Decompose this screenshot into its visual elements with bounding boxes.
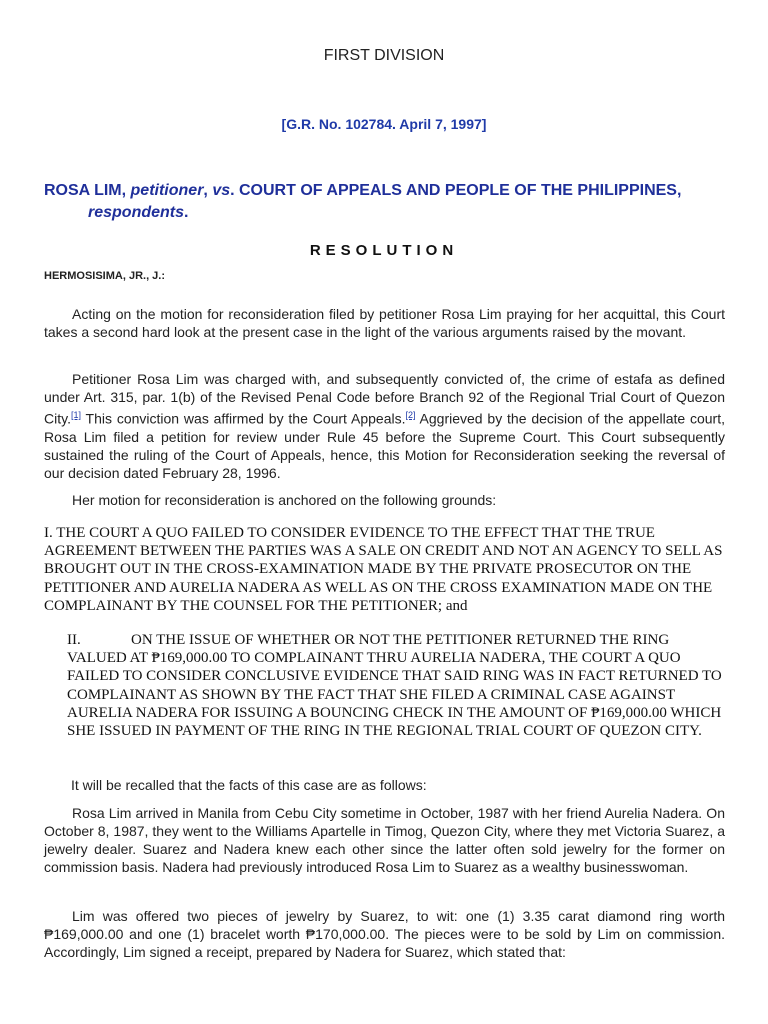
ground-2: II. ON THE ISSUE OF WHETHER OR NOT THE PETITIONER RETURNED THE RING VALUED AT ₱169,000.00 TO COMPLAINANT THRU AURELIA NADERA, THE COURT A QUO FAILED TO CONSIDER CONCLUSIVE EVIDENCE THAT SAID RING WAS IN FACT RETURNED TO COMPLAINANT AS SHOWN BY THE FACT THAT SHE FILED A CRIMINAL CASE AGAINST AURELIA NADERA FOR ISSUING A BOUNCING CHECK IN THE AMOUNT OF ₱169,000.00 WHICH SHE ISSUED IN PAYMENT OF THE RING IN THE REGIONAL TRIAL COURT OF QUEZON CITY. xyxy=(67,632,722,740)
respondents-name: . COURT OF APPEALS AND PEOPLE OF THE PHILIPPINES, xyxy=(230,182,682,199)
paragraph-5: Rosa Lim arrived in Manila from Cebu City sometime in October, 1987 with her friend Aurelia Nadera. On October 8, 1987, they went to the Williams Apartelle in Timog, Quezon City, where they met Victoria Suarez, a jewelry dealer. Suarez and Nadera knew each other since the latter often sold jewelry for the former on commission basis. Nadera had previously introduced Rosa Lim to Suarez as a wealthy businesswoman. xyxy=(44,805,725,875)
petitioner-name: ROSA LIM, xyxy=(44,182,127,199)
footnote-link-1[interactable]: [1] xyxy=(70,410,81,420)
paragraph-2: Petitioner Rosa Lim was charged with, and subsequently convicted of, the crime of estafa as defined under Art. 315, par. 1(b) of the Revised Penal Code before Branch 92 of the Regional Trial Court of Quezon City.[1] This conviction was affirmed by the Court Appeals.[2] Aggrieved by the decision of the appellate court, Rosa Lim filed a petition for review under Rule 45 before the Supreme Court. This Court subsequently sustained the ruling of the Court of Appeals, hence, this Motion for Reconsideration seeking the reversal of our decision dated February 28, 1996. xyxy=(44,371,725,481)
ground-2-number: II. xyxy=(67,632,81,648)
paragraph-1: Acting on the motion for reconsideration filed by petitioner Rosa Lim praying for her acquittal, this Court takes a second hard look at the present case in the light of the various arguments raised by the movant. xyxy=(44,306,725,340)
paragraph-4: It will be recalled that the facts of this case are as follows: xyxy=(71,777,427,793)
case-parties: ROSA LIM, petitioner, vs. COURT OF APPEALS AND PEOPLE OF THE PHILIPPINES, respondents. xyxy=(44,182,682,221)
paragraph-3: Her motion for reconsideration is anchored on the following grounds: xyxy=(72,492,497,508)
case-number: [G.R. No. 102784. April 7, 1997] xyxy=(281,116,487,132)
footnote-link-2[interactable]: [2] xyxy=(405,410,416,420)
versus-label: vs xyxy=(212,182,231,199)
division-heading: FIRST DIVISION xyxy=(323,47,445,64)
ground-1: I. THE COURT A QUO FAILED TO CONSIDER EVIDENCE TO THE EFFECT THAT THE TRUE AGREEMENT BETWEEN THE PARTIES WAS A SALE ON CREDIT AND NOT AN AGENCY TO SELL AS BROUGHT OUT IN THE CROSS-EXAMINATION MADE BY THE PRIVATE PROSECUTOR ON THE PETITIONER AND AURELIA NADERA AS WELL AS ON THE CROSS EXAMINATION MADE ON THE COMPLAINANT BY THE COUNSEL FOR THE PETITIONER; and xyxy=(44,525,723,614)
petitioner-role: petitioner xyxy=(130,182,204,199)
respondents-role: respondents xyxy=(88,204,185,221)
document-title: RESOLUTION xyxy=(309,242,459,259)
paragraph-6: Lim was offered two pieces of jewelry by Suarez, to wit: one (1) 3.35 carat diamond ring worth ₱169,000.00 and one (1) bracelet worth ₱170,000.00. The pieces were to be sold by Lim on commission. Accordingly, Lim signed a receipt, prepared by Nadera for Suarez, which stated that: xyxy=(44,908,725,960)
ponente: HERMOSISIMA, JR., J.: xyxy=(44,270,166,282)
